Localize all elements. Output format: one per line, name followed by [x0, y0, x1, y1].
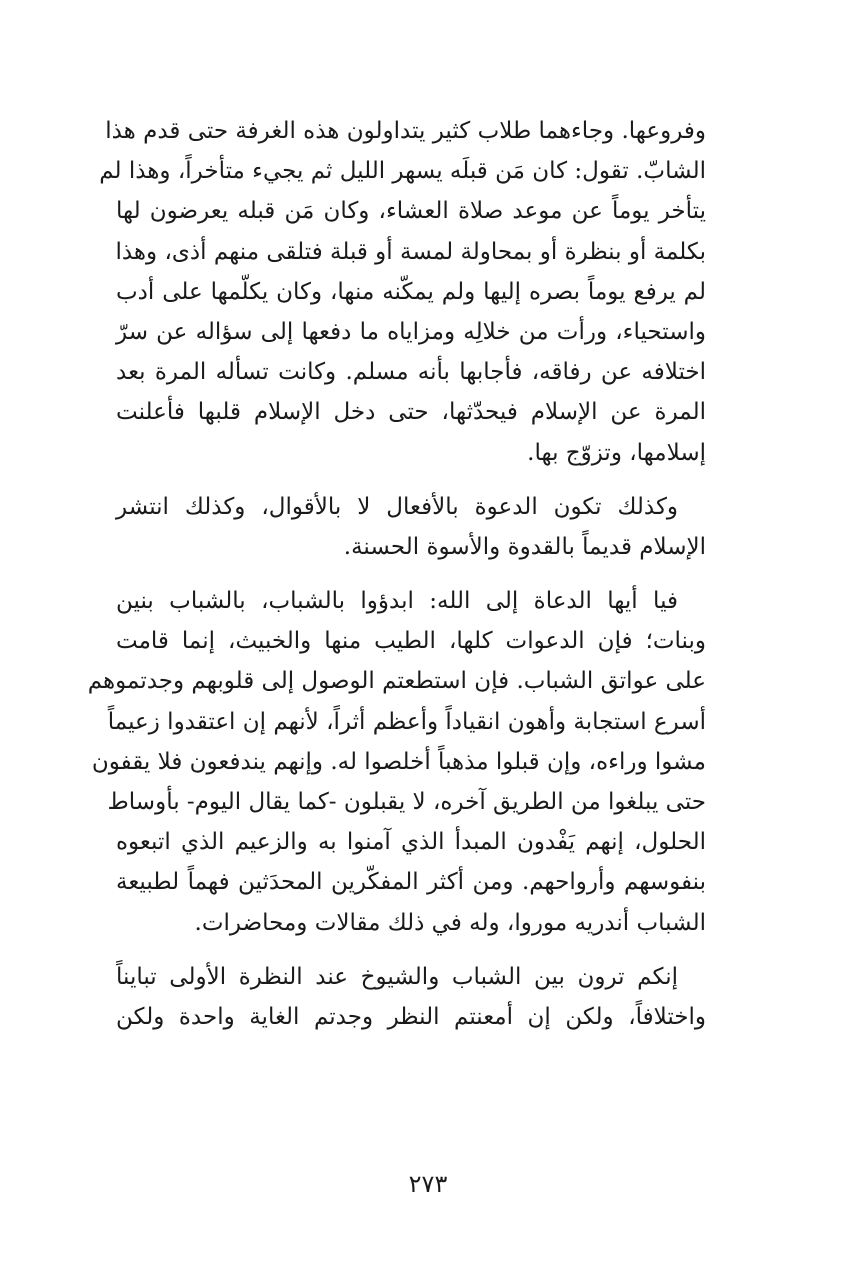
text-line: الشباب أندريه موروا، وله في ذلك مقالات ومحاضرات.: [194, 909, 706, 936]
page-number: ٢٧٣: [408, 1170, 448, 1198]
text-line: بكلمة أو بنظرة أو بمحاولة لمسة أو قبلة فتلقى منهم أذى، وهذا: [115, 238, 706, 265]
text-line: فيا أيها الدعاة إلى الله: ابدؤوا بالشباب، بالشباب بنين: [116, 588, 678, 615]
text-line: على عواتق الشباب. فإن استطعتم الوصول إلى قلوبهم وجدتموهم: [87, 668, 706, 695]
text-line: إسلامها، وتزوّج بها.: [527, 439, 706, 466]
text-line: واختلافاً، ولكن إن أمعنتم النظر وجدتم الغاية واحدة ولكن: [116, 1003, 706, 1030]
text-line: يتأخر يوماً عن موعد صلاة العشاء، وكان مَن قبله يعرضون لها: [116, 198, 706, 225]
text-line: أسرع استجابة وأهون انقياداً وأعظم أثراً، لأنهم إن اعتقدوا زعيماً: [107, 708, 706, 735]
text-line: إنكم ترون بين الشباب والشيوخ عند النظرة الأولى تبايناً: [116, 963, 678, 990]
body-text: [87, 111, 706, 1037]
text-line: وكذلك تكون الدعوة بالأفعال لا بالأقوال، وكذلك انتشر: [116, 493, 678, 520]
text-line: مشوا وراءه، وإن قبلوا مذهباً أخلصوا له. وإنهم يندفعون فلا يقفون: [91, 748, 706, 775]
text-line: الشابّ. تقول: كان مَن قبلَه يسهر الليل ثم يجيء متأخراً، وهذا لم: [99, 158, 706, 185]
paragraph-gap: [116, 473, 706, 487]
text-line: اختلافه عن رفاقه، فأجابها بأنه مسلم. وكانت تسأله المرة بعد: [116, 359, 706, 386]
paragraph-gap: [116, 943, 706, 957]
text-line: الحلول، إنهم يَفْدون المبدأ الذي آمنوا به والزعيم الذي اتبعوه: [116, 829, 706, 856]
text-line: وبنات؛ فإن الدعوات كلها، الطيب منها والخبيث، إنما قامت: [116, 628, 706, 655]
text-line: الإسلام قديماً بالقدوة والأسوة الحسنة.: [343, 533, 706, 560]
text-line: واستحياء، ورأت من خلالِه ومزاياه ما دفعها إلى سؤاله عن سرّ: [116, 318, 706, 345]
text-line: حتى يبلغوا من الطريق آخره، لا يقبلون -كما يقال اليوم- بأوساط: [107, 789, 706, 815]
text-line: المرة عن الإسلام فيحدّثها، حتى دخل الإسلام قلبها فأعلنت: [116, 399, 706, 426]
text-line: وفروعها. وجاءهما طلاب كثير يتداولون هذه الغرفة حتى قدم هذا: [105, 118, 706, 144]
paragraph-gap: [116, 567, 706, 581]
text-line: بنفوسهم وأرواحهم. ومن أكثر المفكّرين المحدَثين فهماً لطبيعة: [116, 869, 706, 896]
text-line: لم يرفع يوماً بصره إليها ولم يمكّنه منها، وكان يكلّمها على أدب: [116, 278, 706, 305]
